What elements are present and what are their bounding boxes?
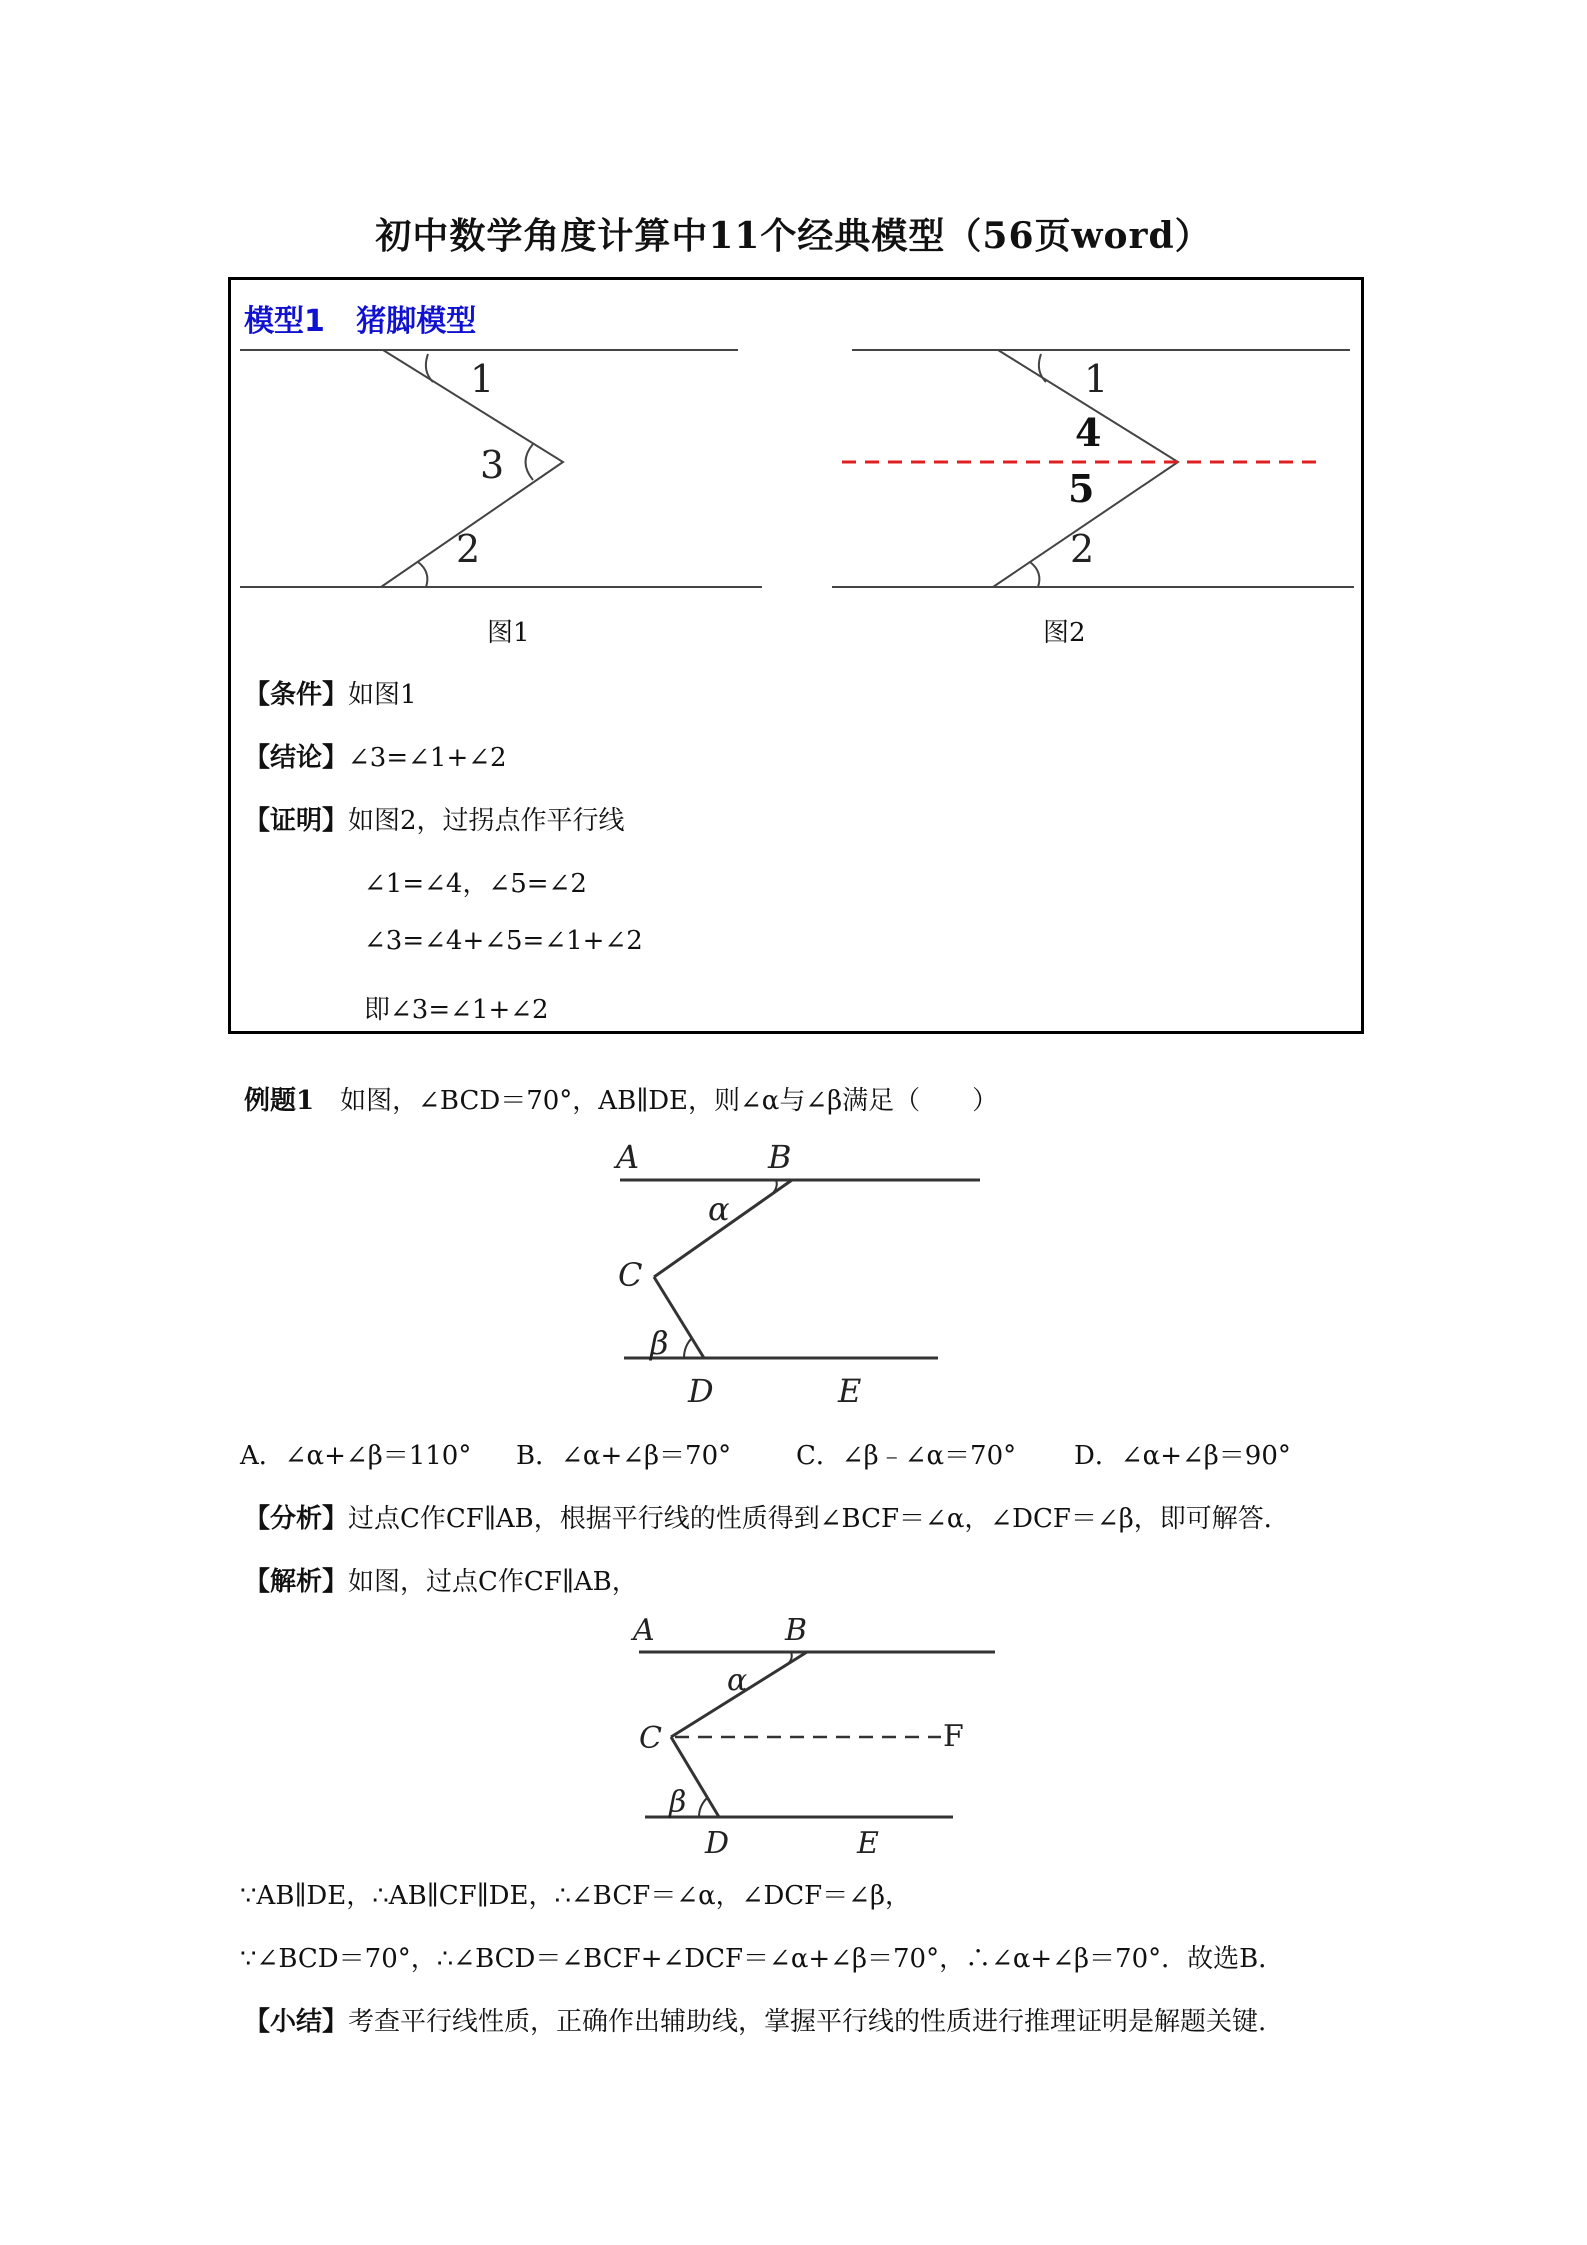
conclusion-text: ∠3=∠1+∠2 bbox=[348, 743, 507, 773]
page-title: 初中数学角度计算中11个经典模型（56页word） bbox=[375, 215, 1212, 257]
proof-text: 如图2，过拐点作平行线 bbox=[348, 806, 625, 836]
fig2-label-4: 4 bbox=[1075, 410, 1102, 455]
fig2-arc-2 bbox=[1030, 562, 1039, 587]
figure-1 bbox=[238, 340, 778, 600]
ex1-label-c: C bbox=[618, 1256, 643, 1294]
ex1-label-d: D bbox=[688, 1372, 714, 1410]
solution-text: 如图，过点C作CF∥AB， bbox=[348, 1567, 638, 1597]
analysis-line bbox=[244, 1498, 1290, 1535]
conclusion-line bbox=[244, 737, 507, 774]
ex2-label-a: A bbox=[633, 1613, 655, 1648]
fig2-label-1: 1 bbox=[1084, 357, 1109, 401]
analysis-tag: 【分析】 bbox=[244, 1504, 349, 1534]
example-question: 如图，∠BCD＝70°，AB∥DE，则∠α与∠β满足（ ） bbox=[340, 1086, 999, 1116]
proof-step: 即∠3=∠1+∠2 bbox=[364, 995, 549, 1025]
option-a: A．∠α+∠β＝110° bbox=[240, 1441, 472, 1471]
solution-tag: 【解析】 bbox=[244, 1567, 349, 1597]
option-b: B．∠α+∠β＝70° bbox=[516, 1441, 732, 1471]
model-heading: 模型1 猪脚模型 bbox=[244, 304, 477, 339]
fig2-caption: 图2 bbox=[1043, 618, 1086, 648]
ex2-label-c: C bbox=[639, 1721, 662, 1756]
ex2-label-d: D bbox=[705, 1826, 730, 1860]
example-label: 例题1 bbox=[244, 1086, 315, 1116]
conclusion-tag: 【结论】 bbox=[244, 743, 349, 773]
ex1-label-beta: β bbox=[650, 1324, 669, 1362]
ex1-label-a: A bbox=[616, 1140, 640, 1176]
ex1-label-b: B bbox=[768, 1140, 792, 1176]
fig2-label-2: 2 bbox=[1070, 527, 1095, 571]
fig1-label-1: 1 bbox=[470, 357, 495, 401]
condition-line bbox=[244, 674, 417, 711]
example-figure-2 bbox=[615, 1610, 1015, 1860]
figure-2 bbox=[830, 340, 1360, 600]
ex2-label-f: F bbox=[943, 1719, 964, 1754]
fig1-arc-3 bbox=[526, 444, 534, 480]
fig1-arc-2 bbox=[418, 562, 427, 587]
fig1-label-3: 3 bbox=[480, 443, 505, 487]
ex1-label-e: E bbox=[838, 1372, 862, 1410]
ex1-arc-beta bbox=[684, 1338, 692, 1358]
summary-text: 考查平行线性质，正确作出辅助线，掌握平行线的性质进行推理证明是解题关键. bbox=[348, 2007, 1267, 2037]
solution-step: ∵∠BCD＝70°，∴∠BCD＝∠BCF+∠DCF＝∠α+∠β＝70°，∴∠α+∠β＝70°．故选B． bbox=[240, 1944, 1285, 1974]
condition-text: 如图1 bbox=[348, 680, 417, 710]
example-figure-1 bbox=[600, 1140, 1000, 1410]
proof-step: ∠1=∠4，∠5=∠2 bbox=[364, 869, 587, 899]
fig2-label-5: 5 bbox=[1068, 466, 1095, 511]
ex2-label-e: E bbox=[857, 1826, 879, 1860]
example-question-line bbox=[244, 1080, 998, 1117]
fig1-label-2: 2 bbox=[456, 527, 481, 571]
ex2-label-alpha: α bbox=[727, 1663, 748, 1698]
solution-line bbox=[244, 1561, 638, 1598]
option-d: D．∠α+∠β＝90° bbox=[1074, 1441, 1291, 1471]
proof-tag: 【证明】 bbox=[244, 806, 349, 836]
analysis-text: 过点C作CF∥AB，根据平行线的性质得到∠BCF＝∠α，∠DCF＝∠β，即可解答． bbox=[348, 1504, 1290, 1534]
option-c: C．∠β﹣∠α＝70° bbox=[796, 1441, 1017, 1471]
fig2-arc-1 bbox=[1039, 354, 1046, 382]
solution-step: ∵AB∥DE，∴AB∥CF∥DE，∴∠BCF＝∠α，∠DCF＝∠β， bbox=[240, 1881, 912, 1911]
summary-tag: 【小结】 bbox=[244, 2007, 349, 2037]
ex2-label-b: B bbox=[785, 1613, 808, 1648]
ex2-arc-beta bbox=[699, 1798, 707, 1817]
proof-step: ∠3=∠4+∠5=∠1+∠2 bbox=[364, 926, 643, 956]
proof-line bbox=[244, 800, 625, 837]
ex2-label-beta: β bbox=[669, 1785, 687, 1820]
condition-tag: 【条件】 bbox=[244, 680, 349, 710]
ex1-label-alpha: α bbox=[708, 1190, 730, 1228]
summary-line bbox=[244, 2001, 1266, 2038]
fig1-caption: 图1 bbox=[487, 618, 530, 648]
